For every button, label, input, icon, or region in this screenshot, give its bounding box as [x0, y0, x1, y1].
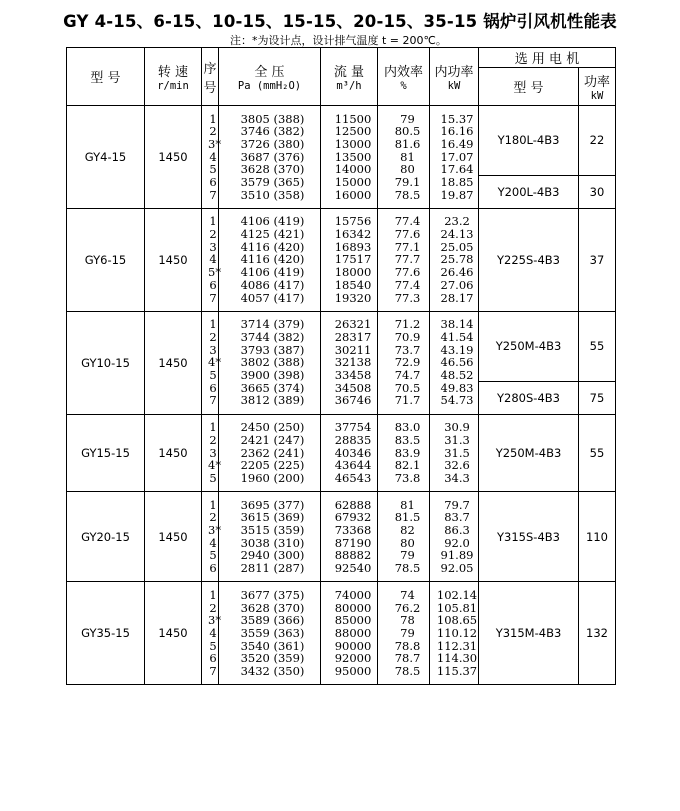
flow-list-value: 15756 [334, 214, 372, 229]
seq-list-value: 1 [209, 214, 217, 229]
motor-power: 75 [579, 381, 616, 414]
pressure-list-value: 3726 (380) [240, 136, 305, 151]
flow-list-value: 18000 [334, 265, 372, 280]
efficiency-list [378, 582, 430, 685]
flow-list-value: 16342 [334, 227, 372, 242]
power-list-value: 92.05 [440, 561, 474, 576]
efficiency-list-value: 80 [400, 535, 415, 550]
efficiency-list-value: 81.5 [394, 510, 421, 525]
efficiency-list-value: 77.6 [394, 265, 421, 280]
pressure-list-value: 2205 (225) [240, 458, 305, 473]
power-list-value: 16.16 [440, 124, 474, 139]
pressure-list-value: 3520 (359) [240, 651, 305, 666]
seq-list-value: 3 [209, 342, 217, 357]
pressure-list-value: 4106 (419) [240, 265, 305, 280]
seq-list-value: 5 [209, 162, 217, 177]
efficiency-list-value: 80 [400, 162, 415, 177]
seq-list-value: 1 [209, 317, 217, 332]
seq-list [202, 582, 222, 685]
pressure-list-value: 4086 (417) [240, 277, 305, 292]
motor-power: 132 [579, 582, 616, 685]
efficiency-list-value: 78.7 [394, 651, 421, 666]
flow-list-value: 12500 [334, 124, 372, 139]
power-list-value: 108.65 [436, 613, 478, 628]
efficiency-list-value: 81.6 [394, 136, 421, 151]
table-row [67, 311, 616, 381]
flow-list-value: 87190 [334, 535, 372, 550]
pressure-list-value: 3540 (361) [240, 638, 305, 653]
efficiency-list-value: 78.5 [394, 664, 421, 679]
power-list-value: 102.14 [436, 587, 478, 602]
pressure-list-value: 3589 (366) [240, 613, 305, 628]
seq-list-value: 6 [209, 277, 217, 292]
flow-list-value: 88882 [334, 548, 372, 563]
seq-list-value: 6 [209, 651, 217, 666]
power-list-value: 86.3 [444, 523, 470, 538]
power-list-value: 31.5 [444, 445, 470, 460]
pressure-list [219, 106, 321, 209]
pressure-list-value: 3900 (398) [240, 368, 305, 383]
flow-list-value: 62888 [334, 497, 372, 512]
table-note: 注：*为设计点，设计排气温度 t = 200℃。 [230, 34, 447, 47]
power-list-value: 25.05 [440, 239, 474, 254]
seq-list-value: 1 [209, 497, 217, 512]
efficiency-list-value: 71.2 [394, 317, 421, 332]
efficiency-list-value: 80.5 [394, 124, 421, 139]
header-speed: 转 速 r/min [145, 48, 202, 106]
pressure-list-value: 2362 (241) [240, 445, 305, 460]
flow-list-value: 92540 [334, 561, 372, 576]
seq-list-value: 6 [209, 380, 217, 395]
efficiency-list-value: 70.9 [394, 330, 421, 344]
fan-model: GY35-15 [67, 582, 145, 685]
power-list-value: 17.07 [440, 149, 474, 164]
seq-list-value: 2 [209, 330, 217, 344]
flow-list-value: 88000 [334, 625, 372, 640]
efficiency-list-value: 73.8 [394, 470, 421, 485]
efficiency-list-value: 73.7 [394, 342, 421, 357]
pressure-list-value: 2450 (250) [240, 420, 305, 435]
flow-list-value: 92000 [334, 651, 372, 666]
flow-list-value: 26321 [334, 317, 372, 332]
power-list-value: 91.89 [440, 548, 474, 563]
seq-value: 3* [208, 523, 222, 538]
power-list-value: 92.0 [444, 535, 470, 550]
power-list-value: 34.3 [444, 470, 470, 485]
seq-value: 4* [208, 355, 222, 370]
flow-list-value: 90000 [334, 638, 372, 653]
power-list-value: 48.52 [440, 368, 474, 383]
seq-list-value: 1 [209, 420, 217, 435]
efficiency-list-value: 77.6 [394, 227, 421, 242]
flow-list [321, 106, 378, 209]
fan-speed: 1450 [145, 106, 202, 209]
power-list [430, 311, 479, 414]
pressure-list-value: 3812 (389) [240, 393, 305, 408]
efficiency-list-value: 83.5 [394, 432, 421, 447]
flow-list-value: 16893 [334, 239, 372, 254]
efficiency-list-value: 77.7 [394, 252, 421, 267]
table-row [67, 582, 616, 685]
seq-list-value: 2 [209, 510, 217, 525]
power-list-value: 46.56 [440, 355, 474, 370]
seq-list-value: 1 [209, 111, 217, 126]
efficiency-list-value: 77.4 [394, 277, 421, 292]
pressure-list-value: 4125 (421) [240, 227, 305, 242]
seq-list-value: 2 [209, 124, 217, 139]
efficiency-list-value: 74.7 [394, 368, 421, 383]
pressure-list [219, 311, 321, 414]
power-list-value: 23.2 [444, 214, 470, 229]
fan-model: GY4-15 [67, 106, 145, 209]
efficiency-list-value: 78 [400, 613, 415, 628]
power-list [430, 106, 479, 209]
motor-model: Y315M-4B3 [479, 582, 579, 685]
seq-list [202, 492, 222, 582]
fan-speed: 1450 [145, 414, 202, 492]
motor-model: Y200L-4B3 [479, 175, 579, 208]
pressure-list-value: 3677 (375) [240, 587, 305, 602]
fan-speed: 1450 [145, 492, 202, 582]
efficiency-list [378, 106, 430, 209]
efficiency-list-value: 71.7 [394, 393, 421, 408]
flow-list-value: 73368 [334, 523, 372, 538]
pressure-list-value: 3802 (388) [240, 355, 305, 370]
seq-list-value: 4 [209, 625, 217, 640]
power-list-value: 17.64 [440, 162, 474, 177]
pressure-list-value: 4106 (419) [240, 214, 305, 229]
efficiency-list-value: 78.5 [394, 561, 421, 576]
power-list-value: 54.73 [440, 393, 474, 408]
power-list-value: 24.13 [440, 227, 474, 242]
power-list-value: 25.78 [440, 252, 474, 267]
motor-model: Y250M-4B3 [479, 414, 579, 492]
motor-model: Y280S-4B3 [479, 381, 579, 414]
seq-value: 5* [208, 265, 222, 280]
pressure-list-value: 3746 (382) [240, 124, 305, 139]
seq-list-value: 7 [209, 187, 217, 202]
header-efficiency: 内效率 % [378, 48, 430, 106]
header-power: 内功率 kW [430, 48, 479, 106]
efficiency-list-value: 78.8 [394, 638, 421, 653]
pressure-list-value: 3793 (387) [240, 342, 305, 357]
motor-model: Y315S-4B3 [479, 492, 579, 582]
header-pressure: 全 压 Pa (mmH₂O) [219, 48, 321, 106]
seq-list-value: 5 [209, 638, 217, 653]
power-list-value: 26.46 [440, 265, 474, 280]
seq-list [202, 106, 222, 209]
pressure-list-value: 3579 (365) [240, 174, 305, 189]
pressure-list-value: 2940 (300) [240, 548, 305, 563]
flow-list-value: 13000 [334, 136, 372, 151]
fan-model: GY20-15 [67, 492, 145, 582]
seq-value: 3* [208, 136, 222, 151]
seq-list-value: 6 [209, 561, 217, 576]
efficiency-list [378, 208, 430, 311]
header-flow: 流 量 m³/h [321, 48, 378, 106]
pressure-list-value: 3510 (358) [240, 187, 305, 202]
efficiency-list-value: 72.9 [394, 355, 421, 370]
header-model: 型 号 [67, 48, 145, 106]
efficiency-list-value: 81 [400, 497, 415, 512]
pressure-list-value: 3665 (374) [240, 380, 305, 395]
seq-list-value: 1 [209, 587, 217, 602]
flow-list-value: 34508 [334, 380, 372, 395]
seq-list-value: 7 [209, 290, 217, 305]
fan-model: GY15-15 [67, 414, 145, 492]
power-list-value: 31.3 [444, 432, 470, 447]
efficiency-list-value: 83.0 [394, 420, 421, 435]
pressure-list [219, 208, 321, 311]
power-list-value: 15.37 [440, 111, 474, 126]
seq-list-value: 5 [209, 368, 217, 383]
header-seq: 序 号 [202, 48, 219, 106]
flow-list-value: 67932 [334, 510, 372, 525]
motor-model: Y180L-4B3 [479, 106, 579, 176]
power-list [430, 414, 479, 492]
pressure-list-value: 3714 (379) [240, 317, 305, 332]
power-list-value: 27.06 [440, 277, 474, 292]
efficiency-list-value: 79 [400, 548, 415, 563]
seq-list-value: 5 [209, 548, 217, 563]
power-list-value: 18.85 [440, 174, 474, 189]
flow-list-value: 11500 [334, 111, 372, 126]
flow-list-value: 28317 [334, 330, 372, 344]
efficiency-list-value: 83.9 [394, 445, 421, 460]
power-list-value: 105.81 [436, 600, 478, 615]
efficiency-list-value: 82 [400, 523, 415, 538]
flow-list-value: 95000 [334, 664, 372, 679]
motor-power: 55 [579, 311, 616, 381]
flow-list [321, 582, 378, 685]
efficiency-list-value: 77.4 [394, 214, 421, 229]
flow-list-value: 74000 [334, 587, 372, 602]
flow-list-value: 36746 [334, 393, 372, 408]
flow-list-value: 14000 [334, 162, 372, 177]
power-list-value: 115.37 [436, 664, 478, 679]
power-list-value: 83.7 [444, 510, 470, 525]
seq-value: 4* [208, 458, 222, 473]
power-list [430, 492, 479, 582]
power-list-value: 30.9 [444, 420, 470, 435]
pressure-list-value: 2421 (247) [240, 432, 305, 447]
flow-list-value: 18540 [334, 277, 372, 292]
seq-list-value: 2 [209, 600, 217, 615]
efficiency-list-value: 81 [400, 149, 415, 164]
flow-list-value: 17517 [334, 252, 372, 267]
flow-list [321, 208, 378, 311]
seq-list-value: 2 [209, 432, 217, 447]
efficiency-list-value: 76.2 [394, 600, 421, 615]
efficiency-list [378, 311, 430, 414]
motor-model: Y250M-4B3 [479, 311, 579, 381]
fan-model: GY10-15 [67, 311, 145, 414]
efficiency-list-value: 82.1 [394, 458, 421, 473]
pressure-list [219, 414, 321, 492]
power-list-value: 110.12 [436, 625, 478, 640]
pressure-list [219, 582, 321, 685]
performance-table [66, 47, 616, 685]
flow-list-value: 33458 [334, 368, 372, 383]
pressure-list-value: 3615 (369) [240, 510, 305, 525]
header-motor-power: 功率 kW [579, 68, 616, 106]
efficiency-list-value: 74 [400, 587, 415, 602]
efficiency-list [378, 414, 430, 492]
table-row [67, 492, 616, 582]
seq-list-value: 7 [209, 664, 217, 679]
seq-list [202, 414, 222, 492]
power-list [430, 582, 479, 685]
motor-power: 22 [579, 106, 616, 176]
seq-list-value: 4 [209, 252, 217, 267]
flow-list [321, 492, 378, 582]
pressure-list-value: 3432 (350) [240, 664, 305, 679]
table-row [67, 414, 616, 492]
motor-power: 30 [579, 175, 616, 208]
pressure-list-value: 3628 (370) [240, 600, 305, 615]
power-list-value: 114.30 [436, 651, 478, 666]
pressure-list-value: 4116 (420) [240, 252, 305, 267]
fan-model: GY6-15 [67, 208, 145, 311]
efficiency-list-value: 79 [400, 111, 415, 126]
flow-list-value: 43644 [334, 458, 372, 473]
power-list-value: 41.54 [440, 330, 474, 344]
flow-list-value: 16000 [334, 187, 372, 202]
flow-list-value: 46543 [334, 470, 372, 485]
power-list-value: 112.31 [436, 638, 478, 653]
table-row [67, 208, 616, 311]
seq-list-value: 7 [209, 393, 217, 408]
motor-model: Y225S-4B3 [479, 208, 579, 311]
pressure-list-value: 3744 (382) [240, 330, 305, 344]
flow-list-value: 40346 [334, 445, 372, 460]
efficiency-list-value: 79.1 [394, 174, 421, 189]
motor-power: 110 [579, 492, 616, 582]
seq-list-value: 3 [209, 445, 217, 460]
power-list-value: 43.19 [440, 342, 474, 357]
efficiency-list-value: 78.5 [394, 187, 421, 202]
seq-list-value: 4 [209, 149, 217, 164]
pressure-list-value: 4057 (417) [240, 290, 305, 305]
flow-list-value: 80000 [334, 600, 372, 615]
power-list-value: 32.6 [444, 458, 470, 473]
flow-list-value: 19320 [334, 290, 372, 305]
pressure-list-value: 1960 (200) [240, 470, 305, 485]
flow-list-value: 85000 [334, 613, 372, 628]
motor-power: 55 [579, 414, 616, 492]
pressure-list [219, 492, 321, 582]
seq-list-value: 2 [209, 227, 217, 242]
header-motor-model: 型 号 [479, 68, 579, 106]
pressure-list-value: 3515 (359) [240, 523, 305, 538]
pressure-list-value: 3628 (370) [240, 162, 305, 177]
pressure-list-value: 4116 (420) [240, 239, 305, 254]
flow-list-value: 37754 [334, 420, 372, 435]
efficiency-list [378, 492, 430, 582]
flow-list [321, 414, 378, 492]
seq-list-value: 5 [209, 470, 217, 485]
flow-list-value: 28835 [334, 432, 372, 447]
flow-list-value: 32138 [334, 355, 372, 370]
table-title: GY 4-15、6-15、10-15、15-15、20-15、35-15 锅炉引风机性能表 [63, 12, 617, 31]
fan-speed: 1450 [145, 208, 202, 311]
efficiency-list-value: 77.3 [394, 290, 421, 305]
seq-list [202, 311, 222, 414]
motor-power: 37 [579, 208, 616, 311]
power-list-value: 79.7 [444, 497, 470, 512]
flow-list-value: 13500 [334, 149, 372, 164]
power-list-value: 19.87 [440, 187, 474, 202]
power-list [430, 208, 479, 311]
seq-list-value: 6 [209, 174, 217, 189]
seq-list-value: 3 [209, 239, 217, 254]
pressure-list-value: 3687 (376) [240, 149, 305, 164]
seq-value: 3* [208, 613, 222, 628]
fan-speed: 1450 [145, 311, 202, 414]
flow-list-value: 30211 [334, 342, 372, 357]
power-list-value: 28.17 [440, 290, 474, 305]
flow-list-value: 15000 [334, 174, 372, 189]
pressure-list-value: 2811 (287) [240, 561, 305, 576]
seq-list-value: 4 [209, 535, 217, 550]
fan-speed: 1450 [145, 582, 202, 685]
efficiency-list-value: 79 [400, 625, 415, 640]
power-list-value: 49.83 [440, 380, 474, 395]
pressure-list-value: 3559 (363) [240, 625, 305, 640]
pressure-list-value: 3695 (377) [240, 497, 305, 512]
seq-list [202, 208, 222, 311]
pressure-list-value: 3805 (388) [240, 111, 305, 126]
efficiency-list-value: 77.1 [394, 239, 421, 254]
efficiency-list-value: 70.5 [394, 380, 421, 395]
header-motor-group: 选 用 电 机 [479, 48, 616, 68]
flow-list [321, 311, 378, 414]
power-list-value: 16.49 [440, 136, 474, 151]
power-list-value: 38.14 [440, 317, 474, 332]
table-row [67, 106, 616, 176]
pressure-list-value: 3038 (310) [240, 535, 305, 550]
